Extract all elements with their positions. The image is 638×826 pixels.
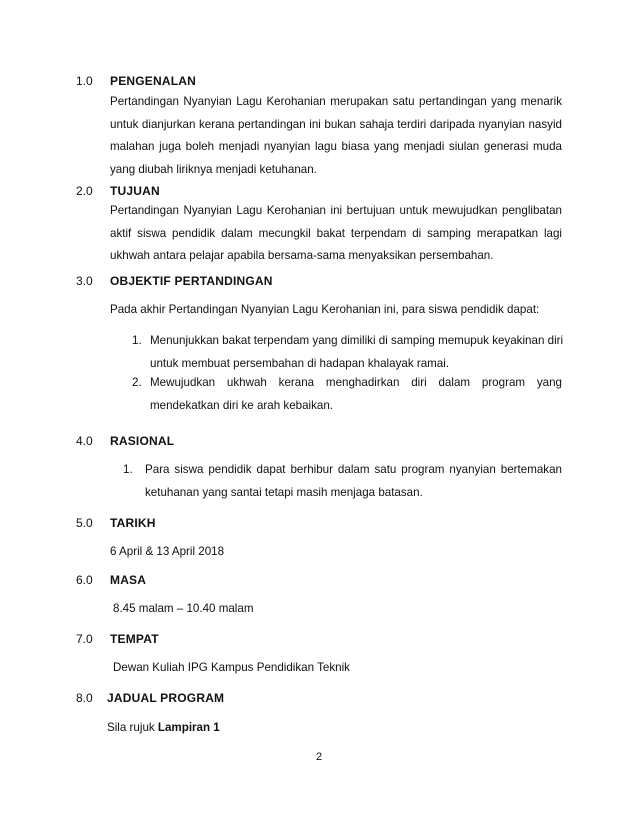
section-3-item-2-line-1: Mewujudkan ukhwah kerana menghadirkan diri dalam program yang — [150, 376, 562, 389]
section-3-number: 3.0 — [76, 274, 93, 288]
section-3-item-1-line-2: untuk membuat persembahan di hadapan khalayak ramai. — [150, 356, 450, 370]
section-8-value — [107, 721, 220, 734]
section-8-value-bold: Lampiran 1 — [157, 721, 220, 734]
section-1-number: 1.0 — [76, 74, 93, 88]
section-4-item-1-marker: 1. — [123, 463, 133, 476]
section-3-item-1 — [150, 330, 562, 375]
page-number: 2 — [316, 751, 323, 763]
section-1-line-2: untuk dianjurkan kerana pertandingan ini bukan sahaja terdiri daripada nyanyian nasyid — [110, 117, 562, 131]
section-1-line-3: malahan juga boleh menjadi nyanyian lagu biasa yang menjadi siulan generasi muda — [110, 140, 562, 154]
section-7-value: Dewan Kuliah IPG Kampus Pendidikan Teknik — [113, 661, 350, 674]
section-3-item-2-marker: 2. — [132, 376, 142, 389]
section-2-paragraph — [110, 200, 562, 268]
section-4-heading: RASIONAL — [110, 434, 175, 448]
section-3-item-1-marker: 1. — [132, 334, 142, 347]
section-6-heading: MASA — [110, 573, 147, 587]
section-1-line-1: Pertandingan Nyanyian Lagu Kerohanian merupakan satu pertandingan yang menarik — [110, 95, 562, 108]
section-4-number: 4.0 — [76, 434, 93, 448]
section-2-number: 2.0 — [76, 184, 93, 198]
section-2-line-3: ukhwah antara pelajar apabila bersama-sama menyaksikan persembahan. — [110, 249, 494, 263]
section-1-line-4: yang diubah liriknya menjadi ketuhanan. — [110, 162, 317, 176]
section-3-item-2 — [150, 372, 562, 417]
section-3-intro: Pada akhir Pertandingan Nyanyian Lagu Kerohanian ini, para siswa pendidik dapat: — [110, 303, 540, 316]
section-3-item-2-line-2: mendekatkan diri ke arah kebaikan. — [150, 398, 334, 412]
section-8-value-prefix: Sila rujuk — [107, 721, 158, 734]
section-5-heading: TARIKH — [110, 516, 156, 530]
section-5-value: 6 April & 13 April 2018 — [110, 545, 225, 558]
section-7-number: 7.0 — [76, 632, 93, 646]
section-3-heading: OBJEKTIF PERTANDINGAN — [110, 274, 273, 288]
section-4-item-1-line-2: ketuhanan yang santai tetapi masih menjaga batasan. — [145, 485, 423, 499]
section-2-heading: TUJUAN — [110, 184, 160, 198]
section-3-item-1-line-1: Menunjukkan bakat terpendam yang dimiliki di samping memupuk keyakinan diri — [150, 334, 564, 347]
section-6-number: 6.0 — [76, 573, 93, 587]
section-1-paragraph — [110, 91, 562, 181]
section-2-line-1: Pertandingan Nyanyian Lagu Kerohanian ini bertujuan untuk mewujudkan penglibatan — [110, 204, 562, 217]
section-8-number: 8.0 — [76, 691, 93, 705]
section-7-heading: TEMPAT — [110, 632, 159, 646]
section-2-line-2: aktif siswa pendidik dalam mecungkil bakat terpendam di samping merapatkan lagi — [110, 226, 562, 240]
section-4-item-1-line-1: Para siswa pendidik dapat berhibur dalam satu program nyanyian bertemakan — [145, 463, 562, 476]
section-8-heading: JADUAL PROGRAM — [107, 691, 225, 705]
section-4-item-1 — [145, 459, 562, 504]
section-5-number: 5.0 — [76, 516, 93, 530]
section-1-heading: PENGENALAN — [110, 74, 197, 88]
section-6-value: 8.45 malam – 10.40 malam — [113, 602, 254, 615]
